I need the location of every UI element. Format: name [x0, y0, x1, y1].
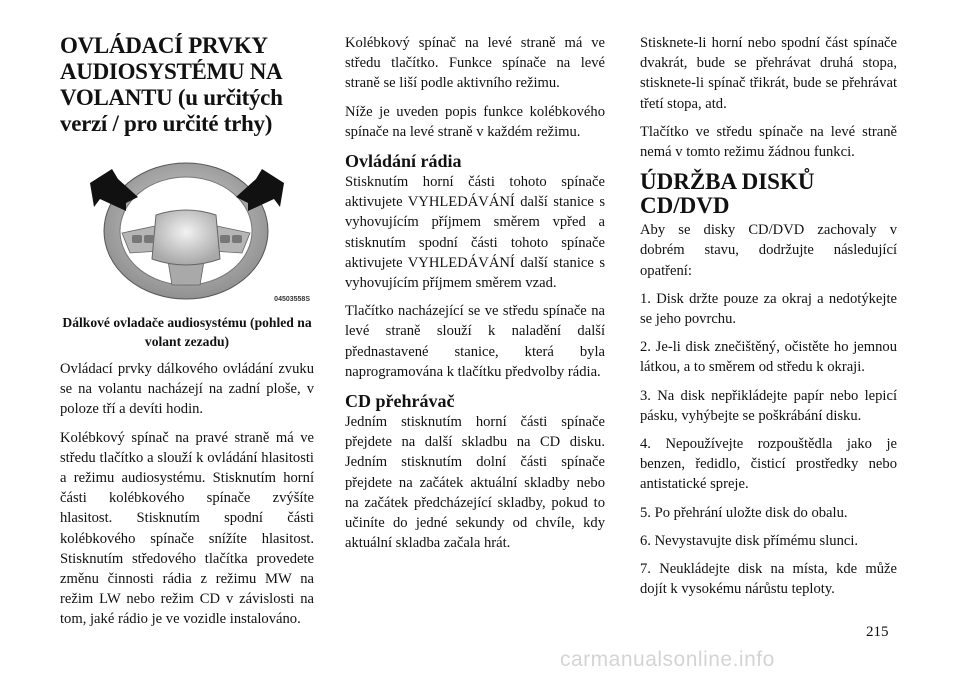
column-3	[640, 33, 897, 607]
figure-code: 04503558S	[274, 296, 310, 303]
paragraph: Tlačítko ve středu spínače na levé straně nemá v tomto režimu žádnou funkci.	[640, 123, 897, 161]
list-item: 4. Nepoužívejte rozpouštědla jako je benzen, ředidlo, čisticí prostředky nebo antistatické spreje.	[640, 436, 897, 493]
list-item: 5. Po přehrání uložte disk do obalu.	[640, 504, 848, 521]
list-item: 6. Nevystavujte disk přímému slunci.	[640, 532, 859, 549]
paragraph: Ovládací prvky dálkového ovládání zvuku se na volantu nacházejí na zadní ploše, v poloze tří a devíti hodin.	[60, 361, 314, 418]
page-number: 215	[866, 624, 889, 640]
list-item: 2. Je-li disk znečištěný, očistěte ho jemnou látkou, a to směrem od středu k okraji.	[640, 339, 897, 376]
paragraph: Aby se disky CD/DVD zachovaly v dobrém stavu, dodržujte následující opatření:	[640, 222, 897, 279]
paragraph: Stisknutím horní části tohoto spínače aktivujete VYHLEDÁVÁNÍ další stanice s vyhovujícím příjmem směrem vpřed a stisknutím spodní části tohoto spínače aktivujete VYHLEDÁVÁNÍ další stanice s vyhovujícím příjmem směrem vzad.	[345, 174, 605, 292]
section-title-audio-controls: OVLÁDACÍ PRVKY AUDIOSYSTÉMU NA VOLANTU (u určitých verzí / pro určité trhy)	[60, 33, 283, 136]
list-item: 3. Na disk nepřikládejte papír nebo lepicí pásku, vyhýbejte se poškrábání disku.	[640, 387, 897, 424]
paragraph: Kolébkový spínač na levé straně má ve středu tlačítko. Funkce spínače na levé straně se liší podle aktivního režimu.	[345, 35, 605, 92]
steering-wheel-figure	[60, 149, 314, 309]
section-title-disc-care: ÚDRŽBA DISKŮ CD/DVD	[640, 169, 815, 219]
subheading-cd-player: CD přehrávač	[345, 391, 455, 412]
paragraph: Níže je uveden popis funkce kolébkového spínače na levé straně v každém režimu.	[345, 103, 605, 140]
paragraph: Tlačítko nacházející se ve středu spínače na levé straně slouží k naladění další přednastavené stanice, která byla naprogramována k tlačítku předvolby rádia.	[345, 303, 605, 380]
column-1	[60, 33, 314, 638]
watermark: carmanualsonline.info	[560, 648, 775, 671]
column-2	[345, 33, 605, 561]
figure-caption: Dálkové ovladače audiosystému (pohled na volant zezadu)	[62, 315, 312, 349]
paragraph: Stisknete-li horní nebo spodní část spínače dvakrát, bude se přehrávat druhá stopa, stisknete-li spínač třikrát, bude se přehrávat třetí stopa, atd.	[640, 35, 897, 112]
steering-wheel-icon	[60, 149, 314, 309]
list-item: 1. Disk držte pouze za okraj a nedotýkejte se jeho povrchu.	[640, 290, 897, 328]
list-item: 7. Neukládejte disk na místa, kde může dojít k vysokému nárůstu teploty.	[640, 561, 897, 598]
paragraph: Kolébkový spínač na pravé straně má ve středu tlačítko a slouží k ovládání hlasitosti a režimu audiosystému. Stisknutím horní části kolébkového spínače zvýšíte hlasitost. Stisknutím spodní části kolébkového spínače snížíte hlasitost. Stisknutím středového tlačítka provedete změnu činnosti rádia z režimu MW na režim LW nebo režim CD v závislosti na tom, jaké rádio je ve vozidle instalováno.	[60, 429, 314, 628]
subheading-radio: Ovládání rádia	[345, 151, 462, 172]
paragraph: Jedním stisknutím horní části spínače přejdete na další skladbu na CD disku. Jedním stisknutím dolní části spínače přejdete na začátek aktuální skladby nebo na začátek předcházející skladby, pokud to učiníte do jedné sekundy od chvíle, kdy aktuální skladba začala hrát.	[345, 414, 605, 552]
